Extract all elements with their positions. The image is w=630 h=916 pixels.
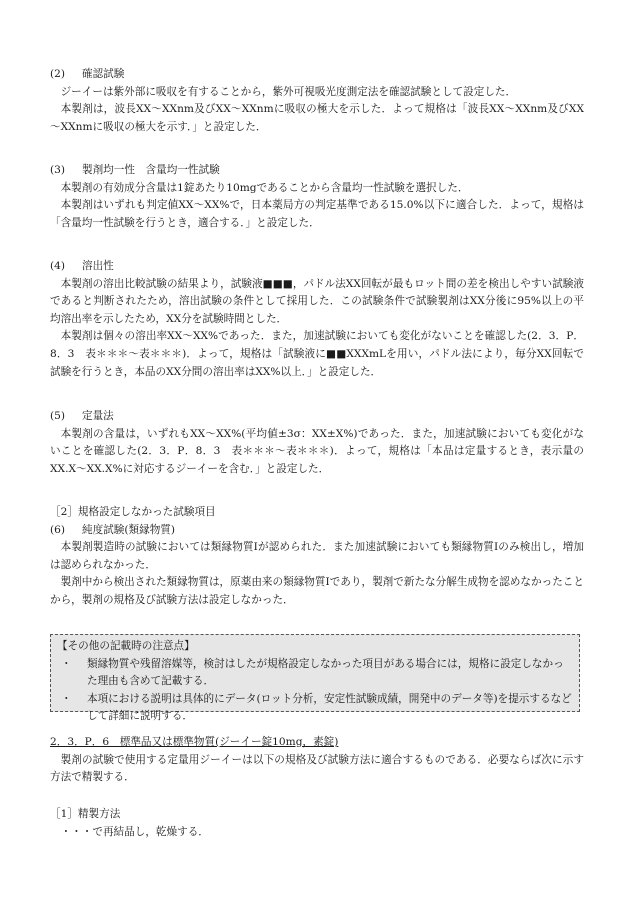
section-number: (4)	[50, 260, 66, 272]
section-number: (5)	[50, 410, 66, 422]
paragraph: 本製剤の含量は，いずれもXX～XX%(平均値±3σ：XX±X%)であった．また，加速試験においても変化がないことを確認した(2．3．P．8．3 表＊＊＊～表＊＊＊)．よって，規格は「本品は定量するとき，表示量のXX.X～XX.X%に対応するジーイーを含む．」と設定した．	[50, 427, 584, 475]
paragraph: ジーイーは紫外部に吸収を有することから，紫外可視吸光度測定法を確認試験として設定した．	[60, 85, 517, 98]
section-title: 溶出性	[82, 260, 114, 272]
section-title: 確認試験	[82, 68, 125, 80]
section-heading	[50, 522, 584, 540]
notes-title: 【その他の記載時の注意点】	[57, 640, 195, 652]
subsection-heading: ［2］規格設定しなかった試験項目	[50, 506, 216, 518]
section-heading	[50, 66, 584, 84]
paragraph: 製剤の試験で使用する定量用ジーイーは以下の規格及び試験方法に適合するものである．必要ならば次に示す方法で精製する．	[50, 753, 584, 784]
list-item-text: 本項における説明は具体的にデータ(ロット分析，安定性試験成績，開発中のデータ等)を提示するなどして詳細に説明する．	[87, 692, 572, 723]
section-unset-items	[50, 504, 584, 610]
section-number: (2)	[50, 68, 66, 80]
section-heading: 2．3．P．6 標準品又は標準物質(ジーイー錠10mg，素錠)	[50, 736, 339, 748]
paragraph: 本製剤の溶出比較試験の結果より，試験液■■■，パドル法XX回転が最もロット間の差を検出しやすい試験液であると判断されたため，溶出試験の条件として採用した．この試験条件で試験製剤はXX分後に95%以上の平均溶出率を示したため，XX分を試験時間とした．	[50, 277, 584, 325]
section-title: 製剤均一性 含量均一性試験	[82, 164, 220, 176]
paragraph: 製剤中から検出された類縁物質は，原薬由来の類縁物質Ⅰであり，製剤で新たな分解生成物を認めなかったことから，製剤の規格及び試験方法は設定しなかった．	[50, 576, 584, 606]
section-reference-standard	[50, 734, 584, 787]
section-purification	[50, 806, 584, 841]
paragraph: 本製剤の有効成分含量は1錠あたり10mgであることから含量均一性試験を選択した．	[60, 181, 469, 194]
section-content-uniformity	[50, 162, 584, 232]
section-dissolution	[50, 258, 584, 381]
notes-box	[50, 634, 580, 723]
paragraph: 本製剤は個々の溶出率XX～XX%であった．また，加速試験においても変化がないことを確認した(2．3．P．8．3 表＊＊＊～表＊＊＊)．よって，規格は「試験液に■■XXXmLを用い，パドル法により，毎分XX回転で試験を行うとき，本品のXX分間の溶出率はXX%以上．」と設定した．	[50, 330, 584, 378]
section-title: 定量法	[82, 410, 114, 422]
section-heading	[50, 258, 584, 276]
section-heading	[50, 408, 584, 426]
section-number: (3)	[50, 164, 66, 176]
list-item	[57, 691, 573, 726]
notes-list	[57, 656, 573, 726]
paragraph: 本製剤製造時の試験においては類縁物質Ⅰが認められた．また加速試験においても類縁物質Ⅰのみ検出し，増加は認められなかった．	[50, 541, 584, 571]
paragraph: 本製剤は，波長XX～XXnm及びXX～XXnmに吸収の極大を示した．よって規格は「波長XX～XXnm及びXX～XXnmに吸収の極大を示す．」と設定した．	[50, 103, 584, 133]
section-title: 純度試験(類縁物質)	[82, 523, 176, 536]
list-item-text: 類縁物質や残留溶媒等，検討はしたが規格設定しなかった項目がある場合には，規格に設定しなかった理由も含めて記載する．	[87, 657, 564, 688]
paragraph: 本製剤はいずれも判定値XX～XX%で，日本薬局方の判定基準である15.0%以下に適合した．よって，規格は「含量均一性試験を行うとき，適合する．」と設定した．	[50, 199, 584, 229]
bullet-icon: ・	[61, 692, 72, 705]
section-identification-test	[50, 66, 584, 136]
section-heading	[50, 162, 584, 180]
section-number: (6)	[50, 523, 66, 536]
section-assay	[50, 408, 584, 478]
bullet-icon: ・	[61, 657, 72, 670]
subsection-heading: ［1］精製方法	[50, 808, 121, 820]
paragraph: ・・・で再結晶し，乾燥する．	[60, 825, 209, 838]
list-item	[57, 656, 573, 691]
